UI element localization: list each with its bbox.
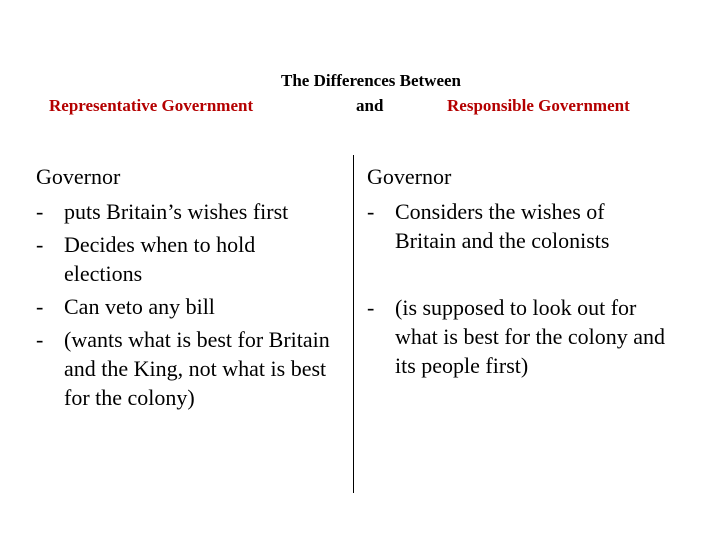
responsible-column <box>367 162 667 384</box>
slide-title: The Differences Between <box>280 71 462 90</box>
dash-marker: - <box>36 199 44 224</box>
left-list-item <box>36 197 336 226</box>
dash-marker: - <box>367 295 375 320</box>
representative-column <box>36 162 336 416</box>
right-column-title: Governor <box>367 164 452 189</box>
left-list-item <box>36 292 336 321</box>
right-item-text: Considers the wishes of Britain and the colonists <box>395 199 610 253</box>
left-item-text: Can veto any bill <box>64 294 215 319</box>
dash-marker: - <box>36 327 44 352</box>
left-column-title: Governor <box>36 164 121 189</box>
right-item-text: (is supposed to look out for what is best for the colony and its people first) <box>395 295 666 378</box>
right-list-item <box>367 293 667 380</box>
dash-marker: - <box>36 232 44 257</box>
column-divider <box>353 155 354 493</box>
dash-marker: - <box>36 294 44 319</box>
left-list-item <box>36 325 336 412</box>
left-list-item <box>36 230 336 288</box>
left-item-text: puts Britain’s wishes first <box>64 199 289 224</box>
dash-marker: - <box>367 199 375 224</box>
representative-heading: Representative Government <box>49 96 254 115</box>
left-item-text: (wants what is best for Britain and the King, not what is best for the colony) <box>64 327 330 410</box>
heading-connector: and <box>356 96 384 115</box>
left-item-text: Decides when to hold elections <box>64 232 256 286</box>
responsible-heading: Responsible Government <box>447 96 630 115</box>
right-list-item <box>367 197 667 255</box>
